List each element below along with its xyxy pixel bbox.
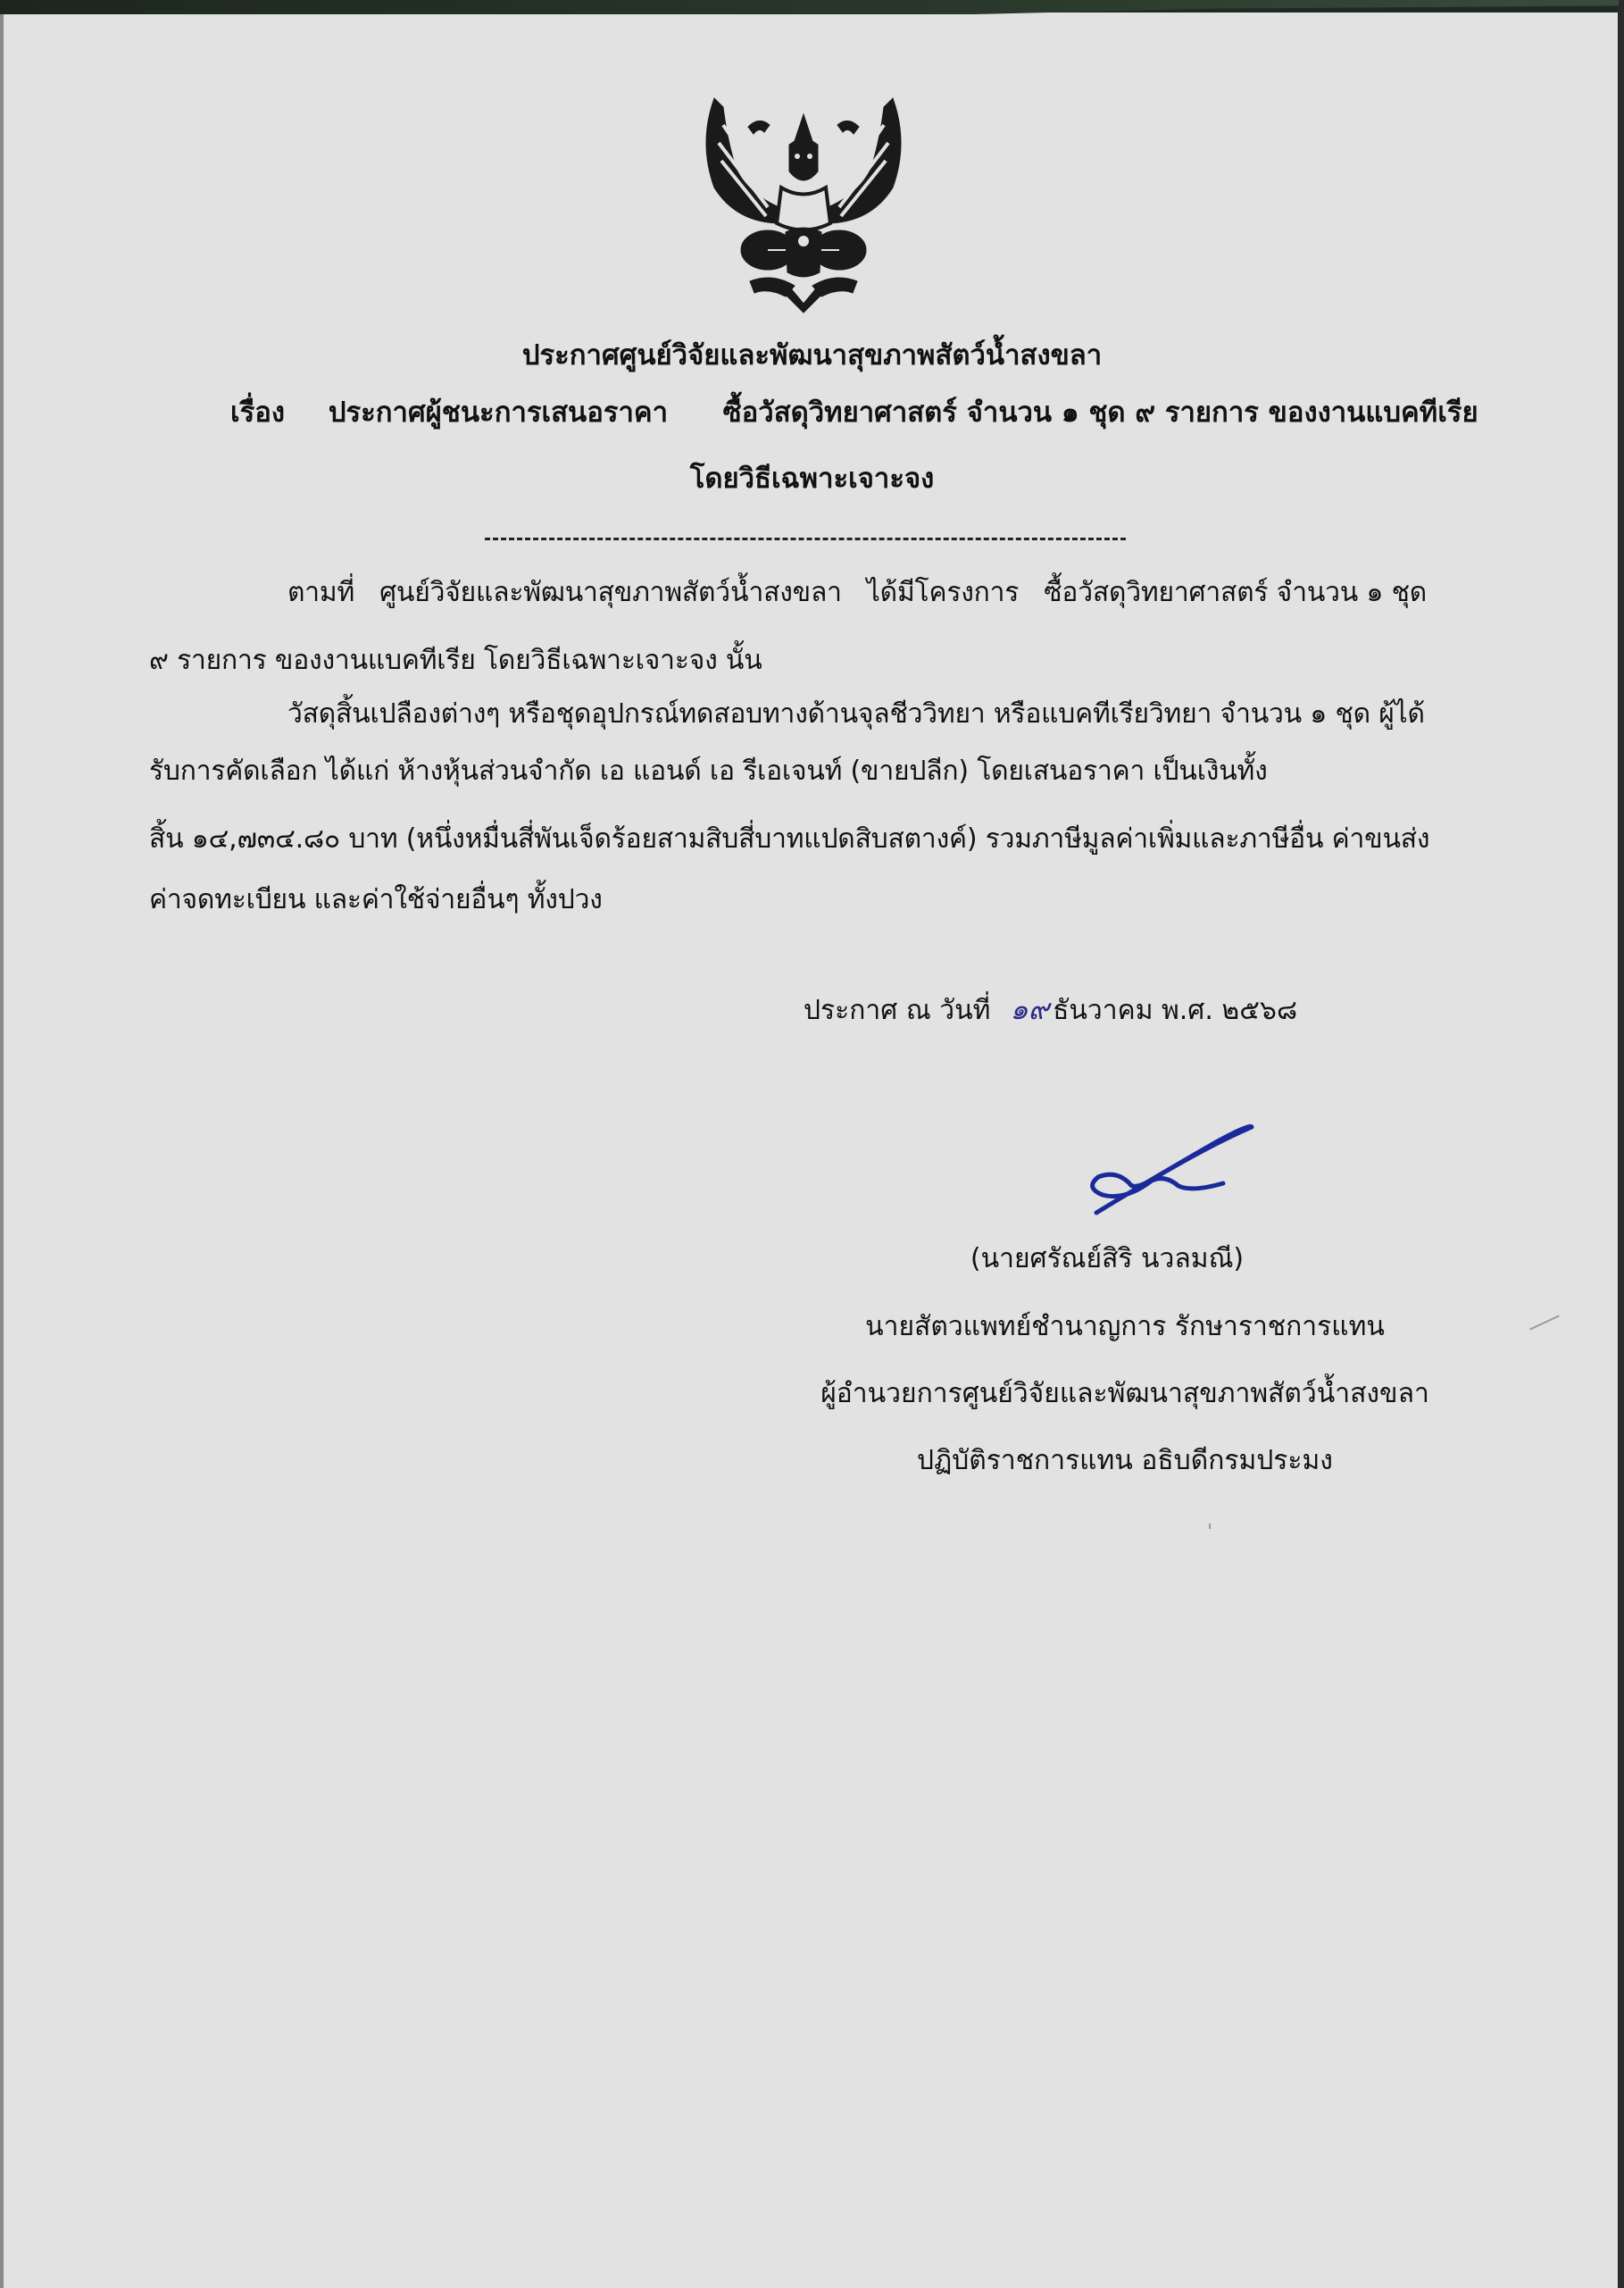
signatory-name: (นายศรัณย์สิริ นวลมณี) [970,1243,1245,1274]
signatory-position-3: ปฏิบัติราชการแทน อธิบดีกรมประมง [917,1445,1333,1476]
signatory-position-1: นายสัตวแพทย์ชำนาญการ รักษาราชการแทน [865,1311,1385,1342]
signatory-position-2: ผู้อำนวยการศูนย์วิจัยและพัฒนาสุขภาพสัตว์น้ำสงขลา [820,1378,1429,1409]
para1-text-a: ตามที่ [287,577,355,608]
garuda-emblem-icon [696,89,911,317]
subject-line-2: โดยวิธีเฉพาะเจาะจง [689,463,935,495]
subject-label: เรื่อง [230,397,286,429]
body-paragraph2-line2: รับการคัดเลือก ได้แก่ ห้างหุ้นส่วนจำกัด เอ แอนด์ เอ รีเอเจนท์ (ขายปลีก) โดยเสนอราคา เป็นเงินทั้ง [149,756,1268,787]
para1-text-b: ศูนย์วิจัยและพัฒนาสุขภาพสัตว์น้ำสงขลา [379,577,842,608]
para1-text-c: ได้มีโครงการ [866,577,1020,608]
body-paragraph2-line4: ค่าจดทะเบียน และค่าใช้จ่ายอื่นๆ ทั้งปวง [149,884,603,915]
subject-text-part2: ซื้อวัสดุวิทยาศาสตร์ จำนวน ๑ ชุด ๙ รายการ ของงานแบคทีเรีย [722,397,1478,429]
subject-text-part1: ประกาศผู้ชนะการเสนอราคา [328,397,669,429]
scan-mark [1209,1524,1211,1529]
body-paragraph2-line1: วัสดุสิ้นเปลืองต่างๆ หรือชุดอุปกรณ์ทดสอบทางด้านจุลชีววิทยา หรือแบคทีเรียวิทยา จำนวน ๑ ชุด ผู้ได้ [287,698,1425,730]
date-suffix: ธันวาคม พ.ศ. ๒๕๖๘ [1053,995,1298,1026]
date-day-handwritten: ๑๙ [1010,992,1050,1026]
signature-icon [1080,1107,1277,1223]
separator-line [485,538,1126,540]
body-paragraph1-line1 [287,572,1427,614]
announcement-title: ประกาศศูนย์วิจัยและพัฒนาสุขภาพสัตว์น้ำสงขลา [521,339,1103,372]
para1-text-d: ซื้อวัสดุวิทยาศาสตร์ จำนวน ๑ ชุด [1044,577,1428,608]
body-paragraph1-line2: ๙ รายการ ของงานแบคทีเรีย โดยวิธีเฉพาะเจาะจง นั้น [149,645,762,676]
subject-line [230,389,1478,434]
body-paragraph2-line3: สิ้น ๑๔,๗๓๔.๘๐ บาท (หนึ่งหมื่นสี่พันเจ็ดร้อยสามสิบสี่บาทแปดสิบสตางค์) รวมภาษีมูลค่าเพิ่มและภาษีอื่น ค่าขนส่ง [149,823,1430,855]
announcement-date [804,987,1297,1032]
date-prefix: ประกาศ ณ วันที่ [804,995,991,1026]
